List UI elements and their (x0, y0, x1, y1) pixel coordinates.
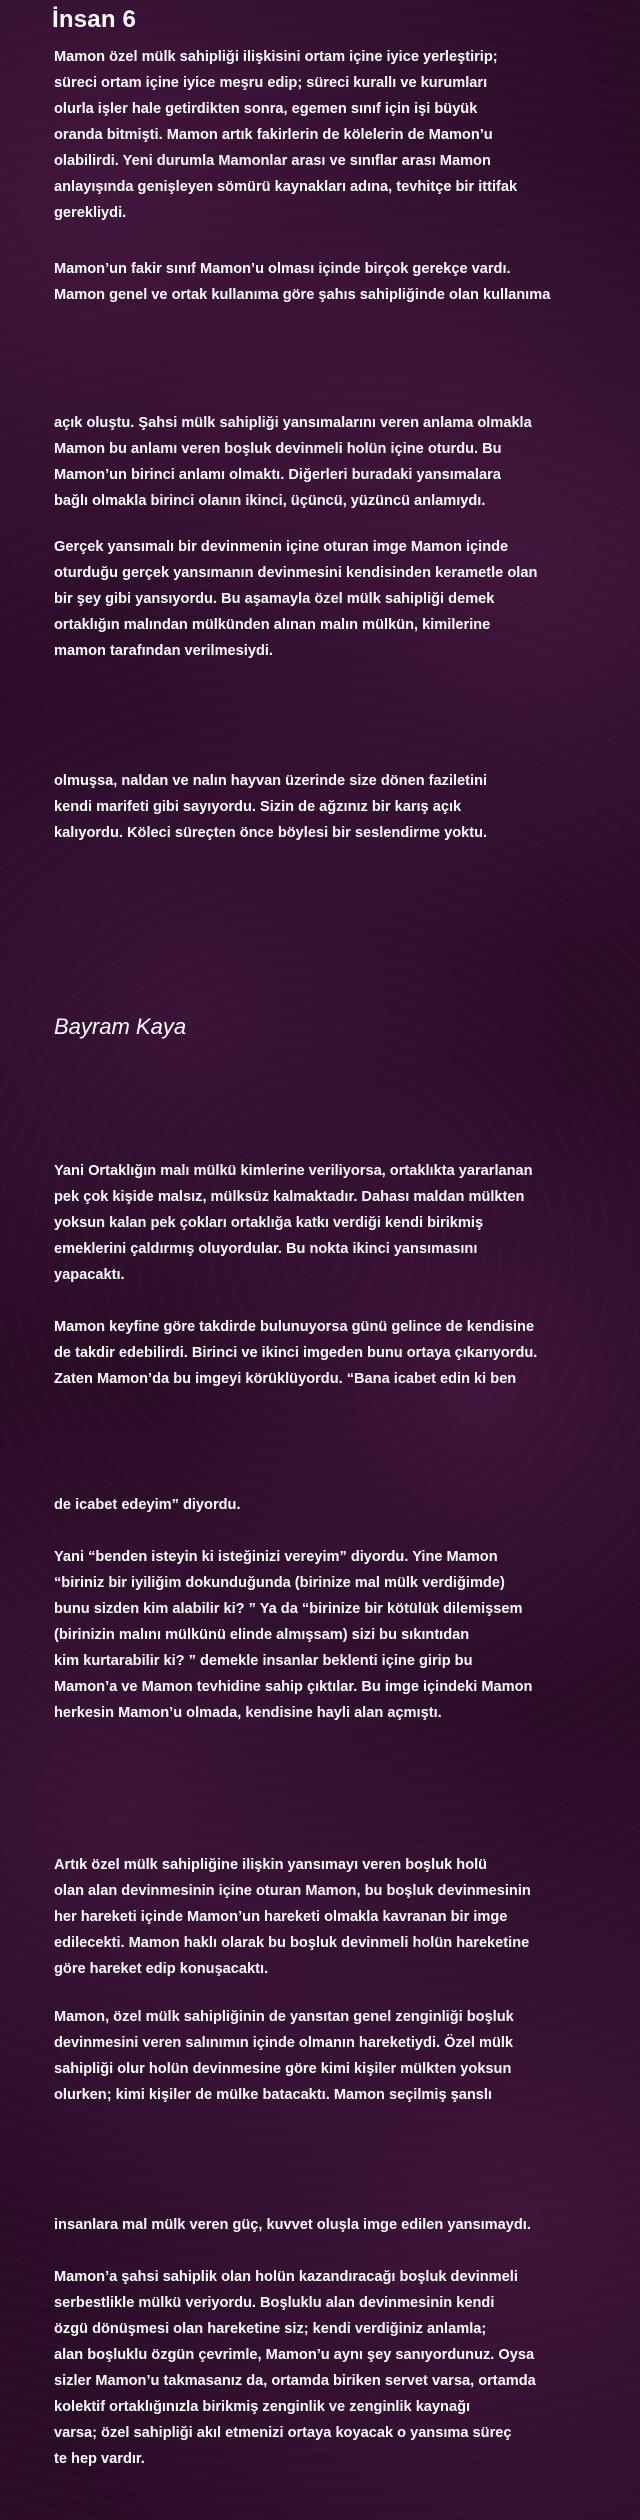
paragraph-2: Mamon’un fakir sınıf Mamon’u olması içinde birçok gerekçe vardı. Mamon genel ve ortak kullanıma göre şahıs sahipliğinde olan kullanıma (54, 261, 551, 303)
paragraph-6: Yani Ortaklığın malı mülkü kimlerine veriliyorsa, ortaklıkta yararlanan pek çok kişide malsız, mülksüz kalmaktadır. Dahası maldan mülkten yoksun kalan pek çokları ortaklığa katkı verdiği kendi birikmiş emeklerini çaldırmış oluyordular. Bu nokta ikinci yansımasını yapacaktı. (54, 1163, 533, 1283)
paragraph-11: Mamon, özel mülk sahipliğinin de yansıtan genel zenginliği boşluk devinmesini veren salınımın içinde olmanın hareketiydi. Özel mülk sahipliği olur holün devinmesine göre kimi kişiler mülkten yoksun olurken; kimi kişiler de mülke batacaktı. Mamon seçilmiş şanslı (54, 2009, 514, 2103)
paragraph-8: de icabet edeyim” diyordu. (54, 1497, 241, 1513)
paragraph-1: Mamon özel mülk sahipliği ilişkisini ortam içine iyice yerleştirip; süreci ortam içine iyice meşru edip; süreci kurallı ve kurumları olurla işler hale getirdikten sonra, egemen sınıf için işi büyük oranda bitmişti. Mamon artık fakirlerin de kölelerin de Mamon’u olabilirdi. Yeni durumla Mamonlar arası ve sınıflar arası Mamon anlayışında genişleyen sömürü kaynakları adına, tevhitçe bir ittifak gerekliydi. (54, 49, 518, 221)
paragraph-12: insanlara mal mülk veren güç, kuvvet oluşla imge edilen yansımaydı. (54, 2217, 531, 2233)
paragraph-10: Artık özel mülk sahipliğine ilişkin yansımayı veren boşluk holü olan alan devinmesinin içine oturan Mamon, bu boşluk devinmesinin her hareketi içinde Mamon’un hareketi olmakla kavranan bir imge edilecekti. Mamon haklı olarak bu boşluk devinmeli holün hareketine göre hareket edip konuşacaktı. (54, 1857, 531, 1977)
page-title: İnsan 6 (52, 6, 137, 33)
paragraph-3: açık oluştu. Şahsi mülk sahipliği yansımalarını veren anlama olmakla Mamon bu anlamı veren boşluk devinmeli holün içine oturdu. Bu Mamon’un birinci anlamı olmaktı. Diğerleri buradaki yansımalara bağlı olmakla birinci olanın ikinci, üçüncü, yüzüncü anlamıydı. (54, 415, 532, 509)
paragraph-13: Mamon’a şahsi sahiplik olan holün kazandıracağı boşluk devinmeli serbestlikle mülkü veriyordu. Boşluklu alan devinmesinin kendi özgü dönüşmesi olan hareketine siz; kendi verdiğiniz anlamla; alan boşluklu özgün çevrimle, Mamon’u aynı şey sanıyordunuz. Oysa sizler Mamon’u takmasanız da, ortamda biriken servet varsa, ortamda kolektif ortaklığınızla birikmiş zenginlik ve zenginlik kaynağı varsa; özel sahipliği akıl etmenizi ortaya koyacak o yansıma süreç te hep vardır. (54, 2269, 536, 2467)
paragraph-5: olmuşsa, naldan ve nalın hayvan üzerinde size dönen faziletini kendi marifeti gibi sayıyordu. Sizin de ağzınız bir karış açık kalıyordu. Köleci süreçten önce böylesi bir seslendirme yoktu. (54, 773, 488, 841)
paragraph-7: Mamon keyfine göre takdirde bulunuyorsa günü gelince de kendisine de takdir edebilirdi. Birinci ve ikinci imgeden bunu ortaya çıkarıyordu. Zaten Mamon’da bu imgeyi körüklüyordu. “Bana icabet edin ki ben (54, 1319, 538, 1387)
paragraph-9: Yani “benden isteyin ki isteğinizi vereyim” diyordu. Yine Mamon “biriniz bir iyiliğim dokunduğunda (birinize mal mülk verdiğimde) bunu sizden kim alabilir ki? ” Ya da “birinize bir kötülük dilemişsem (birinizin malını mülkünü elinde almışsam) sizi bu sıkıntıdan kim kurtarabilir ki? ” demekle insanlar beklenti içine girip bu Mamon’a ve Mamon tevhidine sahip çıktılar. Bu imge içindeki Mamon herkesin Mamon’u olmada, kendisine hayli alan açmıştı. (54, 1549, 533, 1721)
author-name: Bayram Kaya (54, 1014, 187, 1039)
paragraph-4: Gerçek yansımalı bir devinmenin içine oturan imge Mamon içinde oturduğu gerçek yansımanın devinmesini kendisinden kerametle olan bir şey gibi yansıyordu. Bu aşamayla özel mülk sahipliği demek ortaklığın malından mülkünden alınan malın mülkün, kimilerine mamon tarafından verilmesiydi. (54, 539, 538, 659)
